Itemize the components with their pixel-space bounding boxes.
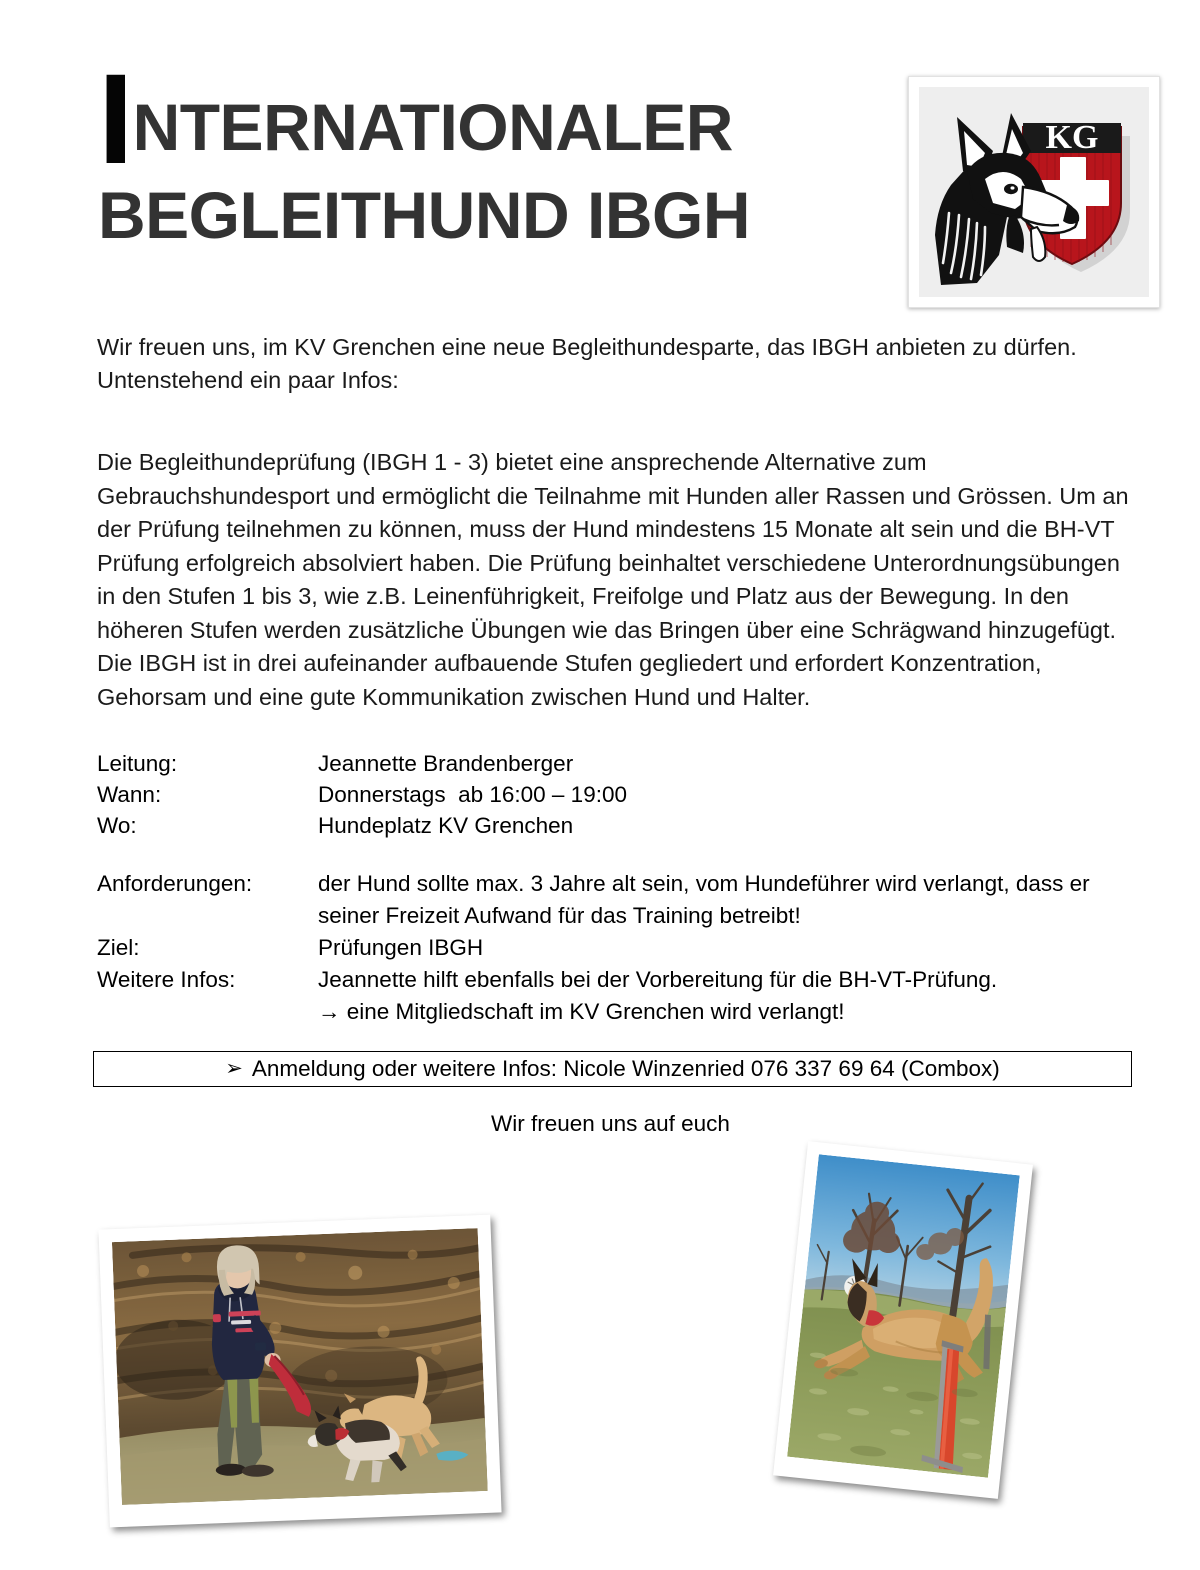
closing-text: Wir freuen uns auf euch xyxy=(491,1111,730,1136)
detail-label-wo: Wo: xyxy=(97,813,137,838)
detail-row-anforderungen xyxy=(97,868,1147,932)
contact-box xyxy=(93,1051,1132,1087)
page-title xyxy=(98,48,888,258)
detail-row-ziel xyxy=(97,932,1147,964)
detail-value-wann: Donnerstags ab 16:00 – 19:00 xyxy=(318,782,627,807)
logo-text: KG xyxy=(1045,119,1099,156)
detail-value-leitung: Jeannette Brandenberger xyxy=(318,751,574,776)
detail-label-anforderungen: Anforderungen: xyxy=(97,871,253,896)
detail-label-wann: Wann: xyxy=(97,782,162,807)
photo-left-svg xyxy=(112,1228,488,1505)
intro-paragraph: Wir freuen uns, im KV Grenchen eine neue Begleithundesparte, das IBGH anbieten zu dürfen. Untenstehend ein paar Infos: xyxy=(97,334,1077,393)
kv-grenchen-logo-icon xyxy=(919,87,1149,297)
detail-label-ziel: Ziel: xyxy=(97,935,140,960)
photo-woman-with-dogs xyxy=(98,1215,501,1528)
contact-text: Anmeldung oder weitere Infos: Nicole Winzenried 076 337 69 64 (Combox) xyxy=(251,1056,1000,1081)
photo-left-inner xyxy=(112,1228,488,1505)
detail-row-wann xyxy=(97,779,1147,810)
header xyxy=(0,0,1200,320)
main-paragraph: Die Begleithundeprüfung (IBGH 1 - 3) bietet eine ansprechende Alternative zum Gebrauchshundesport und ermöglicht die Teilnahme mit Hunden aller Rassen und Grössen. Um an der Prüfung teilnehmen zu können, muss der Hund mindestens 15 Monate alt sein und die BH-VT Prüfung erfolgreich absolviert haben. Die Prüfung beinhaltet verschiedene Unterordnungsübungen in den Stufen 1 bis 3, wie z.B. Leinenführigkeit, Freifolge und Platz aus der Bewegung. In den höheren Stufen werden zusätzliche Übungen wie das Bringen über eine Schrägwand hinzugefügt. Die IBGH ist in drei aufeinander aufbauende Stufen gegliedert und erfordert Konzentration, Gehorsam und eine gute Kommunikation zwischen Hund und Halter. xyxy=(97,449,1129,710)
details-list xyxy=(97,748,1147,841)
detail-row-weitere-infos xyxy=(97,964,1147,996)
detail-value-weitere-infos-line2: → eine Mitgliedschaft im KV Grenchen wird verlangt! xyxy=(318,999,845,1024)
detail-row-leitung xyxy=(97,748,1147,779)
photo-dog-jumping-hurdle xyxy=(773,1141,1033,1499)
detail-row-wo xyxy=(97,810,1147,841)
photo-right-inner xyxy=(787,1154,1020,1477)
photo-right-svg xyxy=(787,1154,1020,1477)
logo-svg xyxy=(919,87,1149,297)
detail-value-weitere-infos: Jeannette hilft ebenfalls bei der Vorbereitung für die BH-VT-Prüfung. xyxy=(318,967,998,992)
detail-label-leitung: Leitung: xyxy=(97,751,178,776)
title-line-1-rest: NTERNATIONALER xyxy=(132,90,733,164)
detail-label-weitere-infos: Weitere Infos: xyxy=(97,967,236,992)
arrow-bullet-icon: ➢ xyxy=(225,1056,243,1080)
detail-value-anforderungen: der Hund sollte max. 3 Jahre alt sein, vom Hundeführer wird verlangt, dass er seiner Freizeit Aufwand für das Training betreibt! xyxy=(318,871,1096,928)
detail-value-ziel: Prüfungen IBGH xyxy=(318,935,484,960)
title-line-1 xyxy=(98,48,888,191)
logo-frame xyxy=(908,76,1160,308)
detail-value-wo: Hundeplatz KV Grenchen xyxy=(318,813,574,838)
requirements-list xyxy=(97,868,1147,1028)
title-line-2: BEGLEITHUND IBGH xyxy=(98,178,750,252)
title-dropcap: I xyxy=(98,48,132,191)
